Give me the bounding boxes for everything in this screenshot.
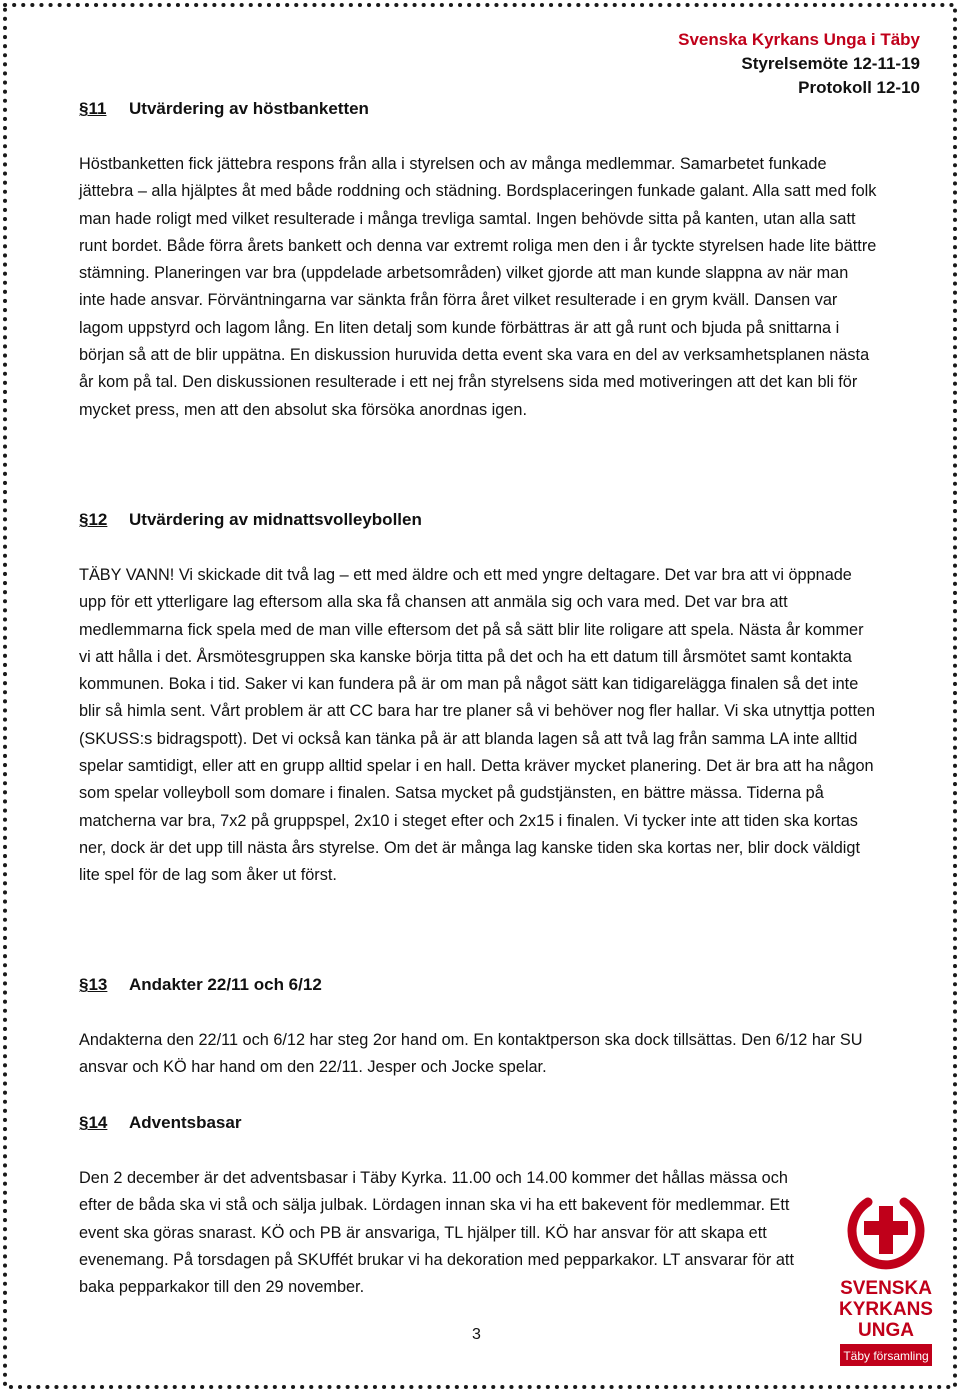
section-heading bbox=[79, 975, 322, 995]
meeting-date: Styrelsemöte 12-11-19 bbox=[741, 54, 920, 73]
section-number: §13 bbox=[79, 975, 108, 994]
document-header bbox=[678, 28, 920, 100]
section-text: Den 2 december är det adventsbasar i Täby Kyrka. 11.00 och 14.00 kommer det hållas mässa och efter de båda ska vi stå och sälja julbak. Lördagen innan ska vi ha ett bakevent för medlemmar. Ett event ska göras snarast. KÖ och PB är ansvariga, TL hjälper till. KÖ har ansvar för att skapa ett evenemang. På torsdagen på SKUffét brukar vi ha dekoration med pepparkakor. LT ansvarar för att baka pepparkakor till den 29 november. bbox=[79, 1169, 794, 1297]
svenska-kyrkans-unga-logo bbox=[838, 1184, 934, 1368]
section-title: Utvärdering av midnattsvolleybollen bbox=[129, 510, 422, 529]
section-number: §11 bbox=[79, 99, 107, 118]
section-text: Höstbanketten fick jättebra respons från alla i styrelsen och av många medlemmar. Samarbetet funkade jättebra – alla hjälptes åt med både roddning och städning. Bordsplaceringen funkade galant. Alla satt med folk man hade roligt med vilket resulterade i många trevliga samtal. Ingen behövde sitta på kanten, utan alla satt runt bordet. Både förra årets bankett och denna var extremt roliga men den i år tyckte styrelsen hade lite bättre stämning. Planeringen var bra (uppdelade arbetsområden) vilket gjorde att man kunde slappna av när man inte hade ansvar. Förväntningarna var sänkta från förra året vilket resulterade i en grym kväll. Dansen var lagom uppstyrd och lagom lång. En liten detalj som kunde förbättras är att gå runt och bjuda på snittarna i början så att de blir uppätna. En diskussion huruvida detta event ska vara en del av verksamhetsplanen nästa år kom på tal. Den diskussionen resulterade i ett nej från styrelsens sida med motiveringen att det kan bli för mycket press, men att den absolut ska försöka anordnas igen. bbox=[79, 155, 877, 419]
cross-heart-logo-icon bbox=[852, 1202, 920, 1265]
logo-line-3: UNGA bbox=[858, 1320, 914, 1341]
section-title: Adventsbasar bbox=[129, 1113, 242, 1132]
logo-line-1: SVENSKA bbox=[840, 1278, 932, 1299]
section-heading bbox=[79, 510, 422, 530]
section-heading bbox=[79, 99, 369, 119]
logo-subtitle: Täby församling bbox=[843, 1349, 929, 1363]
page-number: 3 bbox=[472, 1326, 481, 1343]
section-number: §12 bbox=[79, 510, 108, 529]
section-heading bbox=[79, 1113, 241, 1133]
section-text: Andakterna den 22/11 och 6/12 har steg 2or hand om. En kontaktperson ska dock tillsättas. Den 6/12 har SU ansvar och KÖ har hand om den 22/11. Jesper och Jocke spelar. bbox=[79, 1031, 863, 1077]
section-title: Utvärdering av höstbanketten bbox=[129, 99, 369, 118]
organization-name: Svenska Kyrkans Unga i Täby bbox=[678, 30, 920, 49]
section-title: Andakter 22/11 och 6/12 bbox=[129, 975, 322, 994]
section-number: §14 bbox=[79, 1113, 108, 1132]
protocol-number: Protokoll 12-10 bbox=[798, 78, 920, 97]
section-text: TÄBY VANN! Vi skickade dit två lag – ett med äldre och ett med yngre deltagare. Det var bra att vi öppnade upp för ett ytterligare lag eftersom alla ska få chansen att anmäla sig och vara med. Det var bra att medlemmarna fick spela med de man ville eftersom det på så sätt blir lite roligare att spela. Nästa år kommer vi att hålla i det. Årsmötesgruppen ska kanske börja titta på det och ha ett datum till årsmötet samt kontakta kommunen. Boka i tid. Saker vi kan fundera på är om man på något sätt kan tidigarelägga finalen så det inte blir så himla sent. Vårt problem är att CC bara har tre planer så vi behöver nog fler hallar. Vi ska utnyttja potten (SKUSS:s bidragspott). Det vi också kan tänka på är att blanda lagen så att två lag från samma LA inte alltid spelar samtidigt, eller att en grupp alltid spelar i en hall. Detta kräver mycket planering. Det är bra att ha någon som spelar volleyboll som domare i finalen. Satsa mycket på gudstjänsten, en bättre mässa. Tiderna på matcherna var bra, 7x2 på gruppspel, 2x10 i steget efter och 2x15 i finalen. Vi tycker inte att tiden ska kortas ner, dock är det upp till nästa års styrelse. Om det är många lag kanske tiden ska kortas ner, blir dock väldigt lite spel för de lag som åker ut först. bbox=[79, 566, 876, 885]
logo-line-2: KYRKANS bbox=[839, 1299, 933, 1320]
